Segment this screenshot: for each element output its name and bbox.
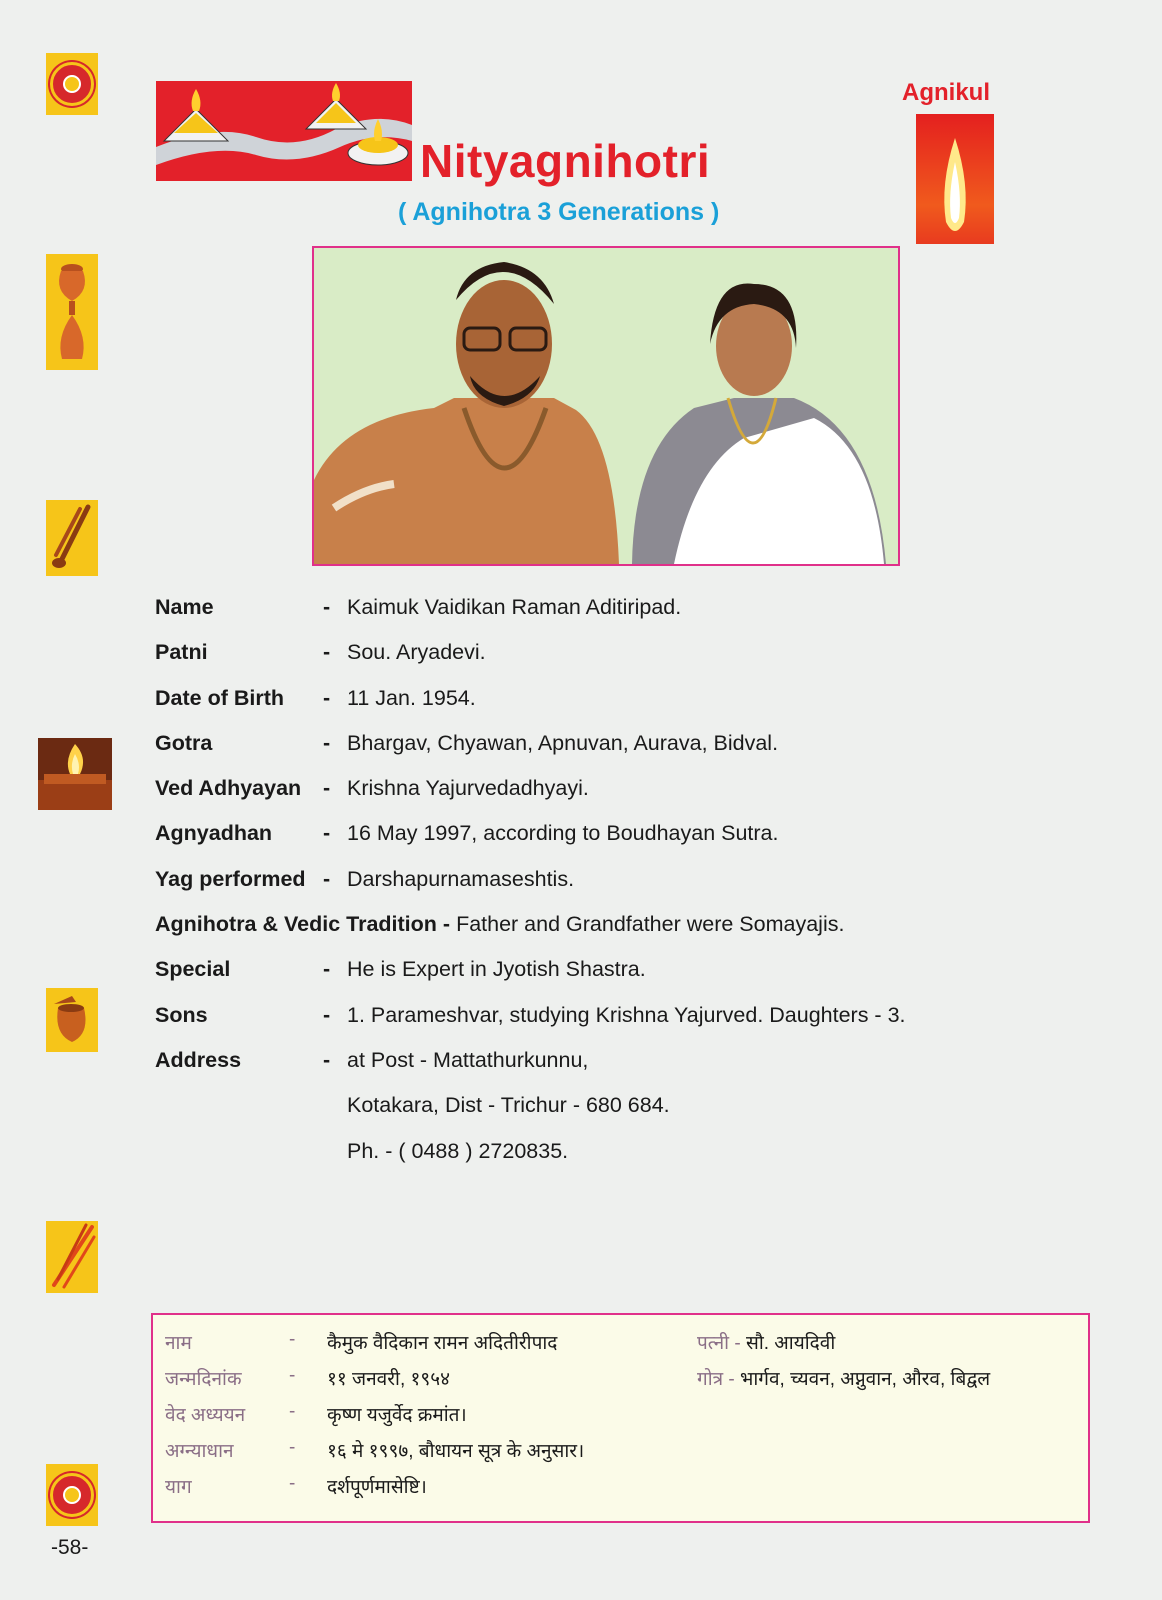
detail-label: Patni: [155, 640, 208, 665]
address-line-1: at Post - Mattathurkunnu,: [347, 1047, 589, 1072]
hindi-summary-box: [151, 1313, 1090, 1523]
hindi-row-yag: [165, 1473, 192, 1499]
hindi-sep: [289, 1329, 295, 1351]
hindi-separator: -: [289, 1401, 296, 1422]
sticks-icon: [46, 1221, 98, 1293]
detail-value: Darshapurnamaseshtis.: [347, 866, 575, 891]
detail-value: Father and Grandfather were Somayajis.: [456, 912, 845, 937]
fire-altar-icon: [38, 738, 112, 810]
hindi-val: [327, 1473, 427, 1499]
hindi-row-gotra: [697, 1365, 990, 1391]
hindi-value: भार्गव, च्यवन, अप्नुवान, औरव, बिद्वल: [740, 1369, 991, 1390]
detail-value: Sou. Aryadevi.: [347, 640, 486, 665]
detail-row-address: [155, 1049, 1055, 1094]
wheel-icon: [46, 1464, 98, 1526]
detail-separator: -: [323, 640, 331, 665]
fire-pyramid-icon: [156, 81, 412, 181]
detail-separator: -: [323, 957, 331, 982]
hindi-sep: [289, 1365, 295, 1387]
detail-row-special: [155, 958, 1055, 1003]
hindi-separator: -: [289, 1365, 296, 1386]
hindi-separator: -: [289, 1437, 296, 1458]
detail-label: Gotra: [155, 730, 213, 755]
hindi-row-patni: [697, 1329, 835, 1355]
flame-icon: [916, 114, 994, 244]
details-list: [155, 596, 1055, 1185]
detail-value: Kaimuk Vaidikan Raman Aditiripad.: [347, 595, 682, 619]
hindi-value: कैमुक वैदिकान रामन अदितीरीपाद: [327, 1333, 558, 1354]
ladle-icon: [46, 500, 98, 576]
detail-label: Special: [155, 957, 231, 982]
wheel-icon: [46, 53, 98, 115]
kul-label: Agnikul: [902, 79, 990, 106]
detail-row-agnyadhan: [155, 822, 1055, 867]
hindi-sep: [289, 1473, 295, 1495]
hindi-value: दर्शपूर्णमासेष्टि।: [327, 1477, 427, 1498]
address-line-2: Kotakara, Dist - Trichur - 680 684.: [347, 1093, 670, 1118]
detail-separator: -: [323, 730, 331, 755]
detail-value: He is Expert in Jyotish Shastra.: [347, 957, 646, 982]
detail-separator: -: [323, 595, 331, 619]
hindi-label: जन्मदिनांक: [165, 1369, 242, 1390]
hindi-separator: -: [289, 1329, 296, 1350]
detail-label: Date of Birth: [155, 685, 284, 710]
page-title: Nityagnihotri: [420, 135, 711, 187]
detail-label: Agnyadhan: [155, 821, 273, 846]
hindi-val: [327, 1365, 450, 1391]
hindi-value: १६ मे १९९७, बौधायन सूत्र के अनुसार।: [327, 1441, 585, 1462]
detail-separator: -: [442, 912, 451, 937]
detail-label: Sons: [155, 1002, 208, 1027]
detail-value: Krishna Yajurvedadhyayi.: [347, 776, 589, 801]
hindi-separator: -: [728, 1369, 735, 1390]
hindi-sep: [289, 1401, 295, 1423]
pot-icon: [46, 254, 98, 370]
detail-value: Bhargav, Chyawan, Apnuvan, Aurava, Bidval.: [347, 730, 779, 755]
detail-separator: -: [323, 1047, 331, 1072]
detail-row-address-2: [155, 1094, 1055, 1139]
hindi-val: [327, 1437, 584, 1463]
hindi-value: ११ जनवरी, १९५४: [327, 1369, 451, 1390]
hindi-separator: -: [289, 1473, 296, 1494]
detail-label: Yag performed: [155, 866, 306, 891]
hindi-label: वेद अध्ययन: [165, 1405, 246, 1426]
detail-separator: -: [323, 776, 331, 801]
detail-separator: -: [323, 866, 331, 891]
detail-label: Agnihotra & Vedic Tradition: [155, 912, 437, 937]
detail-row-tradition: [155, 913, 1055, 958]
address-line-3: Ph. - ( 0488 ) 2720835.: [347, 1138, 569, 1163]
hindi-row-agnyadhan: [165, 1437, 234, 1463]
page-subtitle: ( Agnihotra 3 Generations ): [398, 198, 720, 226]
detail-row-yag: [155, 868, 1055, 913]
detail-row-address-3: [155, 1140, 1055, 1185]
detail-value: 16 May 1997, according to Boudhayan Sutra.: [347, 821, 779, 846]
detail-separator: -: [323, 685, 331, 710]
hindi-row-ved: [165, 1401, 245, 1427]
hindi-value: कृष्ण यजुर्वेद क्रमांत।: [327, 1405, 467, 1426]
detail-separator: -: [323, 821, 331, 846]
hindi-label: याग: [165, 1477, 192, 1498]
hindi-sep: [289, 1437, 295, 1459]
detail-value: 1. Parameshvar, studying Krishna Yajurved. Daughters - 3.: [347, 1002, 906, 1027]
hindi-row-naam: [165, 1329, 192, 1355]
detail-row-sons: [155, 1004, 1055, 1049]
detail-row-ved: [155, 777, 1055, 822]
detail-label: Ved Adhyayan: [155, 776, 302, 801]
hindi-label: गोत्र: [697, 1369, 724, 1390]
hindi-label: नाम: [165, 1333, 192, 1354]
hindi-value: सौ. आयदिवी: [745, 1333, 836, 1354]
hindi-label: अग्न्याधान: [165, 1441, 234, 1462]
hindi-val: [327, 1329, 557, 1355]
hindi-label: पत्नी: [697, 1333, 730, 1354]
detail-row-dob: [155, 687, 1055, 732]
couple-photo: [312, 246, 900, 566]
detail-label: Name: [155, 595, 214, 619]
detail-row-patni: [155, 641, 1055, 686]
detail-separator: -: [323, 1002, 331, 1027]
hindi-row-janm: [165, 1365, 242, 1391]
detail-row-name: [155, 596, 1055, 641]
detail-label: Address: [155, 1047, 242, 1072]
detail-value: 11 Jan. 1954.: [347, 685, 476, 710]
vessel-icon: [46, 988, 98, 1052]
hindi-val: [327, 1401, 467, 1427]
page-number: -58-: [51, 1536, 89, 1559]
detail-row-gotra: [155, 732, 1055, 777]
hindi-separator: -: [734, 1333, 741, 1354]
